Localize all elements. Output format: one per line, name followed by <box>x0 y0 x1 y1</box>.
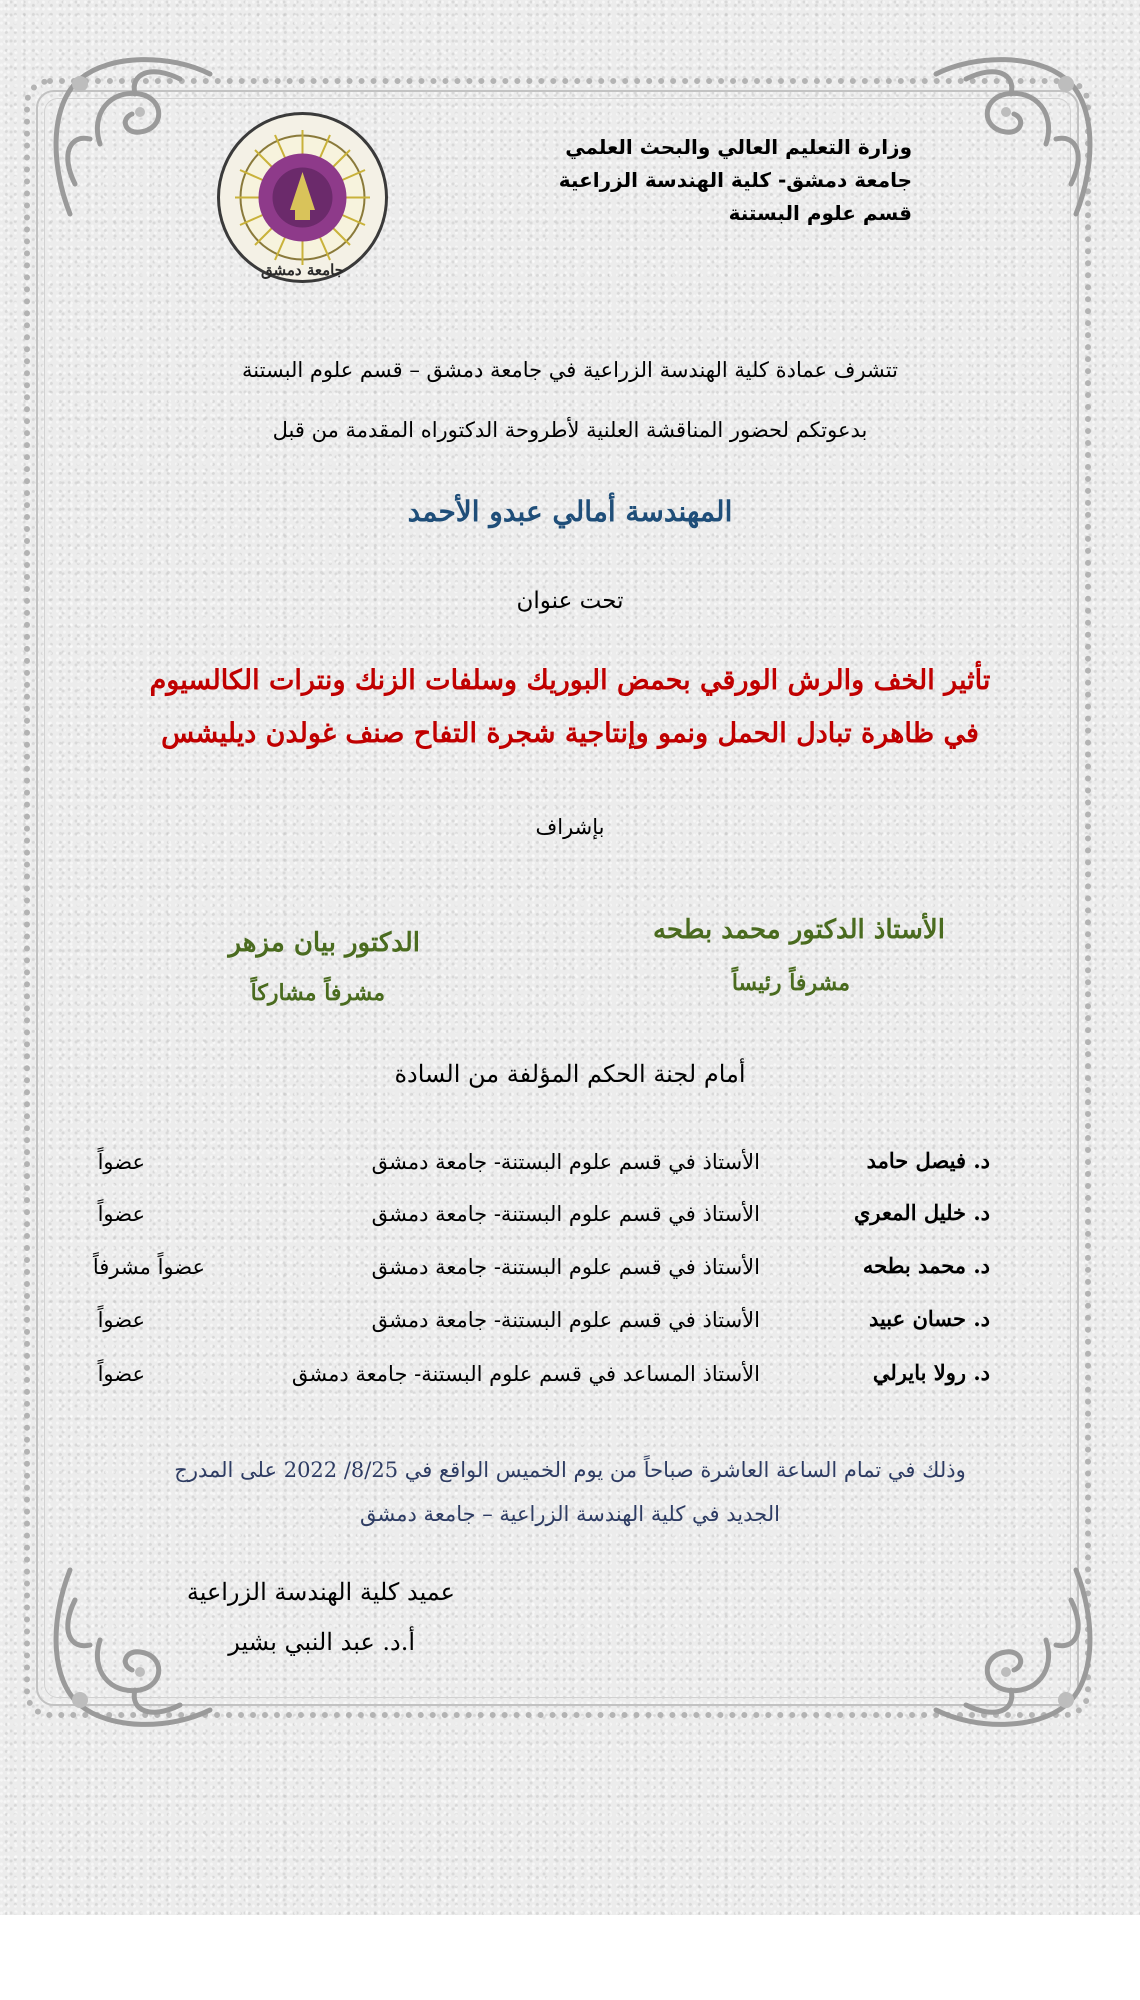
thesis-title-line-1: تأثير الخف والرش الورقي بحمض البوريك وسلفات الزنك ونترات الكالسيوم <box>149 665 991 696</box>
co-supervisor-role: مشرفاً مشاركاً <box>250 980 385 1006</box>
member-position: الأستاذ في قسم علوم البستنة- جامعة دمشق <box>371 1150 760 1174</box>
event-venue-line: الجديد في كلية الهندسة الزراعية – جامعة دمشق <box>360 1502 780 1526</box>
logo-text: جامعة دمشق <box>261 261 344 279</box>
dean-title: عميد كلية الهندسة الزراعية <box>186 1578 455 1606</box>
member-position: الأستاذ في قسم علوم البستنة- جامعة دمشق <box>371 1308 760 1332</box>
member-role: عضواً مشرفاً <box>92 1255 205 1279</box>
candidate-name: المهندسة أمالي عبدو الأحمد <box>407 495 733 528</box>
ministry-header: وزارة التعليم العالي والبحث العلمي <box>565 135 912 159</box>
member-role: عضواً <box>97 1202 145 1226</box>
member-name: د. حسان عبيد <box>868 1306 990 1331</box>
co-supervisor-name: الدكتور بيان مزهر <box>228 928 420 958</box>
university-header: جامعة دمشق- كلية الهندسة الزراعية <box>558 168 912 192</box>
main-supervisor-role: مشرفاً رئيساً <box>731 970 850 996</box>
member-name: د. رولا بايرلي <box>872 1360 990 1385</box>
dean-name: أ.د. عبد النبي بشير <box>228 1628 415 1656</box>
invitation-line-2: بدعوتكم لحضور المناقشة العلنية لأطروحة الدكتوراه المقدمة من قبل <box>272 418 868 442</box>
member-name: د. محمد بطحه <box>862 1253 990 1278</box>
member-position: الأستاذ في قسم علوم البستنة- جامعة دمشق <box>371 1202 760 1226</box>
department-header: قسم علوم البستنة <box>728 201 912 225</box>
member-role: عضواً <box>97 1150 145 1174</box>
committee-heading: أمام لجنة الحكم المؤلفة من السادة <box>394 1060 746 1088</box>
member-name: د. خليل المعري <box>854 1200 990 1225</box>
supervision-label: بإشراف <box>535 815 605 839</box>
invitation-line-1: تتشرف عمادة كلية الهندسة الزراعية في جامعة دمشق – قسم علوم البستنة <box>242 358 898 382</box>
under-title-label: تحت عنوان <box>516 588 624 614</box>
member-position: الأستاذ المساعد في قسم علوم البستنة- جامعة دمشق <box>291 1362 760 1386</box>
thesis-title-line-2: في ظاهرة تبادل الحمل ونمو وإنتاجية شجرة التفاح صنف غولدن ديليشس <box>161 718 979 749</box>
member-position: الأستاذ في قسم علوم البستنة- جامعة دمشق <box>371 1255 760 1279</box>
member-role: عضواً <box>97 1362 145 1386</box>
member-role: عضواً <box>97 1308 145 1332</box>
main-supervisor-name: الأستاذ الدكتور محمد بطحه <box>652 915 945 945</box>
event-datetime-line: وذلك في تمام الساعة العاشرة صباحاً من يوم الخميس الواقع في 8/25/ 2022 على المدرج <box>174 1458 966 1482</box>
member-name: د. فيصل حامد <box>866 1148 990 1173</box>
